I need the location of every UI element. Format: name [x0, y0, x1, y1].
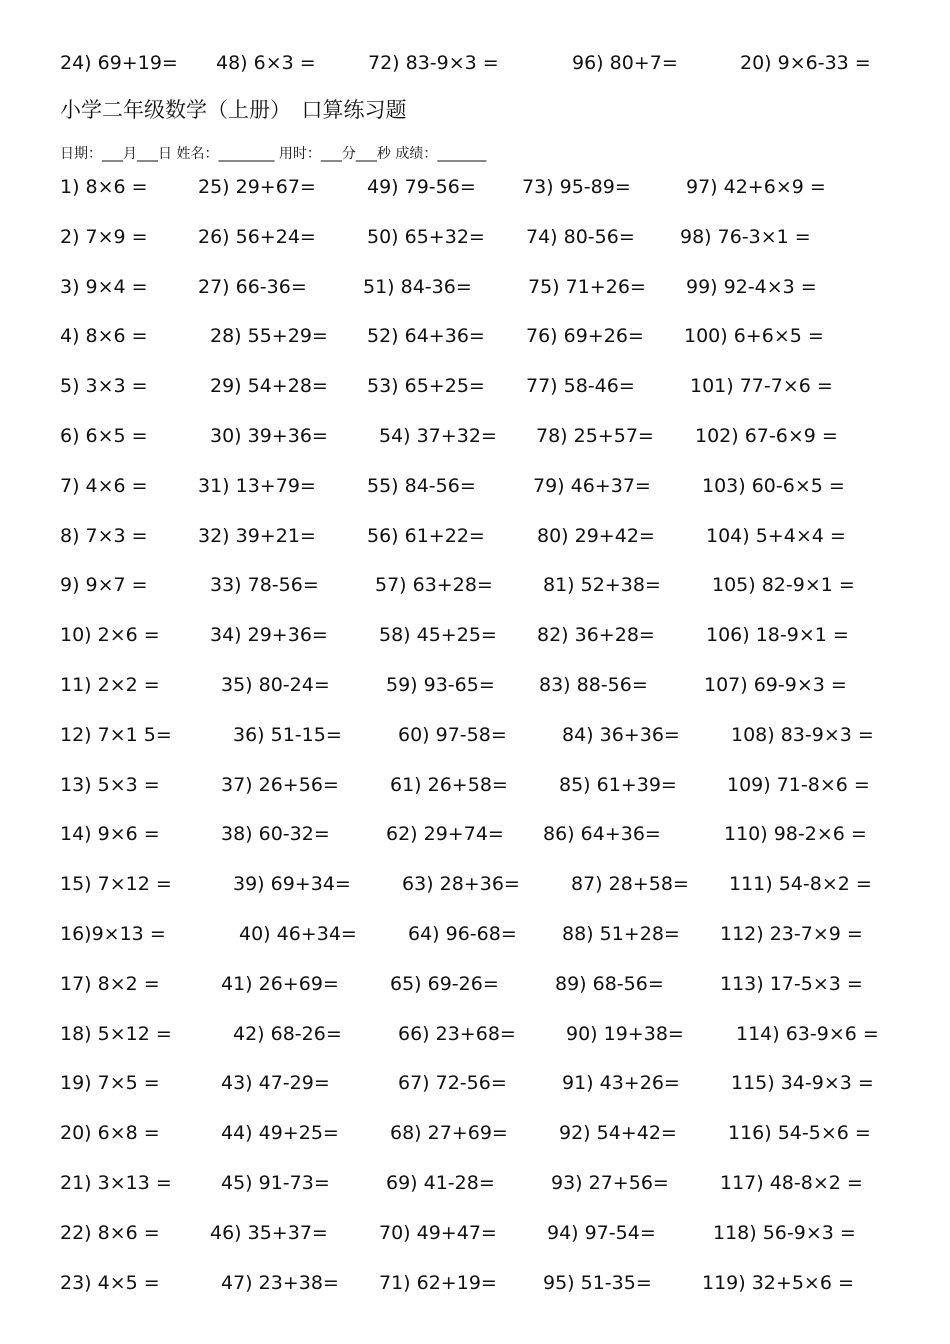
problem-cell: 31) 13+79=	[198, 474, 316, 497]
problem-cell: 89) 68-56=	[555, 972, 664, 995]
problem-cell: 100) 6+6×5 =	[684, 325, 824, 348]
problem-cell: 12) 7×1 5=	[60, 723, 172, 746]
problem-row	[0, 1118, 950, 1148]
problem-cell: 81) 52+38=	[543, 574, 661, 597]
problem-cell: 110) 98-2×6 =	[724, 823, 867, 846]
problem-row	[0, 670, 950, 700]
problem-row	[0, 969, 950, 999]
problem-cell: 94) 97-54=	[547, 1221, 656, 1244]
problem-cell: 3) 9×4 =	[60, 275, 148, 298]
problem-cell: 114) 63-9×6 =	[736, 1022, 879, 1045]
problem-cell: 102) 67-6×9 =	[695, 425, 838, 447]
problem-cell: 18) 5×12 =	[60, 1022, 172, 1045]
problem-cell: 62) 29+74=	[386, 823, 504, 846]
problem-row	[0, 770, 950, 800]
problem-cell: 60) 97-58=	[398, 723, 507, 746]
problem-cell: 88) 51+28=	[562, 923, 680, 945]
student-info-line: 日期：___月___日 姓名：________ 用时：___分___秒 成绩：_______	[60, 146, 487, 162]
problem-cell: 109) 71-8×6 =	[727, 773, 870, 796]
problem-row-top	[0, 48, 950, 78]
problem-cell: 15) 7×12 =	[60, 873, 172, 896]
problem-cell: 26) 56+24=	[198, 225, 316, 248]
problem-cell: 58) 45+25=	[379, 624, 497, 647]
problem-cell: 68) 27+69=	[390, 1122, 508, 1145]
problem-cell: 42) 68-26=	[233, 1022, 342, 1045]
problem-row	[0, 1068, 950, 1098]
problem-cell: 67) 72-56=	[398, 1072, 507, 1095]
problem-cell: 56) 61+22=	[367, 524, 485, 547]
problem-row	[0, 819, 950, 849]
problem-cell: 48) 6×3 =	[216, 52, 316, 74]
problem-cell: 101) 77-7×6 =	[690, 375, 833, 398]
problem-cell: 117) 48-8×2 =	[720, 1172, 863, 1194]
problem-row	[0, 222, 950, 252]
problem-cell: 34) 29+36=	[210, 624, 328, 647]
problem-row	[0, 570, 950, 600]
problem-cell: 39) 69+34=	[233, 873, 351, 896]
problem-cell: 106) 18-9×1 =	[706, 624, 849, 647]
problem-cell: 96) 80+7=	[572, 52, 678, 74]
problem-cell: 28) 55+29=	[210, 325, 328, 348]
problem-cell: 65) 69-26=	[390, 972, 499, 995]
problem-cell: 79) 46+37=	[533, 474, 651, 497]
problem-cell: 87) 28+58=	[571, 873, 689, 896]
problem-cell: 119) 32+5×6 =	[702, 1271, 854, 1294]
problem-row	[0, 321, 950, 351]
problem-cell: 107) 69-9×3 =	[704, 674, 847, 696]
problem-cell: 112) 23-7×9 =	[720, 923, 863, 945]
problem-cell: 64) 96-68=	[408, 923, 517, 945]
problem-row	[0, 1019, 950, 1049]
problem-cell: 113) 17-5×3 =	[720, 972, 863, 995]
problem-cell: 70) 49+47=	[379, 1221, 497, 1244]
problem-row	[0, 172, 950, 202]
problem-cell: 29) 54+28=	[210, 375, 328, 398]
problem-cell: 83) 88-56=	[539, 674, 648, 696]
problem-cell: 6) 6×5 =	[60, 425, 148, 447]
problem-cell: 77) 58-46=	[526, 375, 635, 398]
problem-cell: 108) 83-9×3 =	[731, 723, 874, 746]
problem-cell: 4) 8×6 =	[60, 325, 148, 348]
problem-cell: 115) 34-9×3 =	[731, 1072, 874, 1095]
problem-cell: 91) 43+26=	[562, 1072, 680, 1095]
problem-row	[0, 869, 950, 899]
problem-cell: 24) 69+19=	[60, 52, 178, 74]
problem-cell: 21) 3×13 =	[60, 1172, 172, 1194]
problem-cell: 14) 9×6 =	[60, 823, 160, 846]
problem-cell: 52) 64+36=	[367, 325, 485, 348]
problem-cell: 41) 26+69=	[221, 972, 339, 995]
problem-cell: 7) 4×6 =	[60, 474, 148, 497]
problem-cell: 13) 5×3 =	[60, 773, 160, 796]
problem-cell: 44) 49+25=	[221, 1122, 339, 1145]
problem-cell: 104) 5+4×4 =	[706, 524, 846, 547]
problem-cell: 53) 65+25=	[367, 375, 485, 398]
problem-cell: 78) 25+57=	[536, 425, 654, 447]
problem-cell: 55) 84-56=	[367, 474, 476, 497]
problem-cell: 38) 60-32=	[221, 823, 330, 846]
problem-cell: 75) 71+26=	[528, 275, 646, 298]
problem-cell: 20) 9×6-33 =	[740, 52, 871, 74]
problem-cell: 17) 8×2 =	[60, 972, 160, 995]
problem-cell: 2) 7×9 =	[60, 225, 148, 248]
problem-cell: 82) 36+28=	[537, 624, 655, 647]
problem-cell: 9) 9×7 =	[60, 574, 148, 597]
problem-cell: 99) 92-4×3 =	[686, 275, 817, 298]
problem-cell: 37) 26+56=	[221, 773, 339, 796]
problem-cell: 90) 19+38=	[566, 1022, 684, 1045]
problem-cell: 46) 35+37=	[210, 1221, 328, 1244]
problem-cell: 35) 80-24=	[221, 674, 330, 696]
problem-row	[0, 720, 950, 750]
problem-cell: 43) 47-29=	[221, 1072, 330, 1095]
problem-row	[0, 1218, 950, 1248]
problem-cell: 27) 66-36=	[198, 275, 307, 298]
problem-row	[0, 1268, 950, 1298]
problem-cell: 66) 23+68=	[398, 1022, 516, 1045]
problem-cell: 97) 42+6×9 =	[686, 176, 826, 198]
problem-cell: 98) 76-3×1 =	[680, 225, 811, 248]
problem-cell: 30) 39+36=	[210, 425, 328, 447]
problem-cell: 20) 6×8 =	[60, 1122, 160, 1145]
problem-cell: 51) 84-36=	[363, 275, 472, 298]
problem-row	[0, 620, 950, 650]
problem-cell: 40) 46+34=	[239, 923, 357, 945]
problem-cell: 33) 78-56=	[210, 574, 319, 597]
problem-cell: 32) 39+21=	[198, 524, 316, 547]
problem-cell: 10) 2×6 =	[60, 624, 160, 647]
problem-cell: 86) 64+36=	[543, 823, 661, 846]
problem-row	[0, 521, 950, 551]
problem-cell: 116) 54-5×6 =	[728, 1122, 871, 1145]
problem-cell: 71) 62+19=	[379, 1271, 497, 1294]
problem-cell: 47) 23+38=	[221, 1271, 339, 1294]
problem-row	[0, 471, 950, 501]
problem-row	[0, 421, 950, 451]
problem-cell: 118) 56-9×3 =	[713, 1221, 856, 1244]
problem-row	[0, 371, 950, 401]
problem-cell: 111) 54-8×2 =	[729, 873, 872, 896]
problem-cell: 59) 93-65=	[386, 674, 495, 696]
problem-cell: 74) 80-56=	[526, 225, 635, 248]
problem-row	[0, 272, 950, 302]
problem-cell: 69) 41-28=	[386, 1172, 495, 1194]
page-title: 小学二年级数学（上册） 口算练习题	[60, 98, 407, 122]
problem-cell: 76) 69+26=	[526, 325, 644, 348]
problem-cell: 105) 82-9×1 =	[712, 574, 855, 597]
problem-cell: 54) 37+32=	[379, 425, 497, 447]
problem-cell: 8) 7×3 =	[60, 524, 148, 547]
problem-cell: 45) 91-73=	[221, 1172, 330, 1194]
problem-cell: 25) 29+67=	[198, 176, 316, 198]
problem-cell: 84) 36+36=	[562, 723, 680, 746]
problem-cell: 23) 4×5 =	[60, 1271, 160, 1294]
problem-cell: 103) 60-6×5 =	[702, 474, 845, 497]
problem-cell: 73) 95-89=	[522, 176, 631, 198]
problem-cell: 36) 51-15=	[233, 723, 342, 746]
problem-cell: 5) 3×3 =	[60, 375, 148, 398]
problem-cell: 11) 2×2 =	[60, 674, 160, 696]
problem-cell: 95) 51-35=	[543, 1271, 652, 1294]
problem-cell: 93) 27+56=	[551, 1172, 669, 1194]
problem-cell: 92) 54+42=	[559, 1122, 677, 1145]
problem-cell: 61) 26+58=	[390, 773, 508, 796]
problem-cell: 49) 79-56=	[367, 176, 476, 198]
problem-cell: 22) 8×6 =	[60, 1221, 160, 1244]
problem-row	[0, 919, 950, 949]
problem-cell: 57) 63+28=	[375, 574, 493, 597]
problem-cell: 80) 29+42=	[537, 524, 655, 547]
problem-cell: 19) 7×5 =	[60, 1072, 160, 1095]
problem-cell: 72) 83-9×3 =	[368, 52, 499, 74]
problem-cell: 16)9×13 =	[60, 923, 166, 945]
problem-cell: 1) 8×6 =	[60, 176, 148, 198]
problem-row	[0, 1168, 950, 1198]
problem-cell: 50) 65+32=	[367, 225, 485, 248]
problem-cell: 85) 61+39=	[559, 773, 677, 796]
problem-cell: 63) 28+36=	[402, 873, 520, 896]
